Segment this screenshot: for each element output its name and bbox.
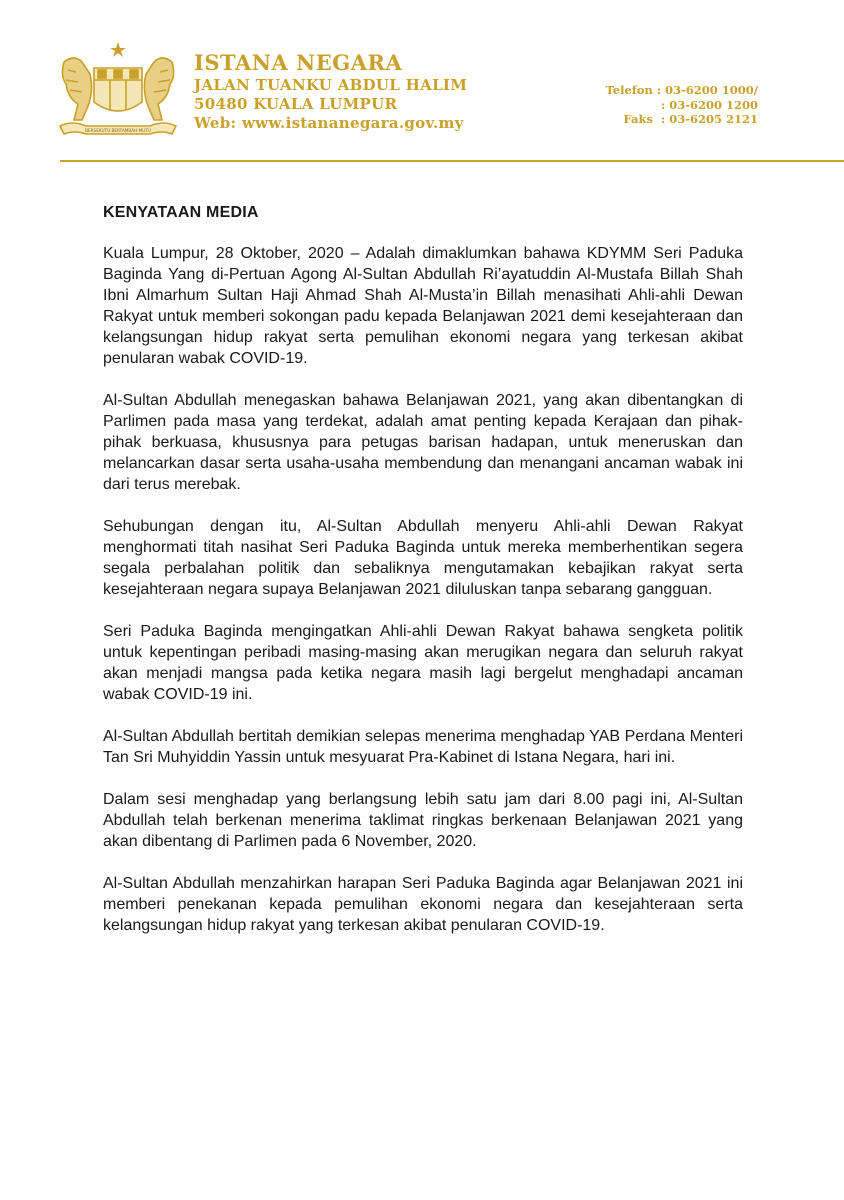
paragraph: Dalam sesi menghadap yang berlangsung lebih satu jam dari 8.00 pagi ini, Al-Sultan Abdullah telah berkenan menerima taklimat ringkas berkenaan Belanjawan 2021 yang akan dibentang di Parlimen pada 6 November, 2020. bbox=[103, 791, 743, 850]
crest-motto: BERSEKUTU BERTAMBAH MUTU bbox=[85, 128, 151, 133]
paragraph: Al-Sultan Abdullah menegaskan bahawa Belanjawan 2021, yang akan dibentangkan di Parlimen pada masa yang terdekat, adalah amat penting kepada Kerajaan dan pihak-pihak berkuasa, khususnya para petugas barisan hadapan, untuk meneruskan dan melancarkan dasar serta usaha-usaha membendung dan menangani ancaman wabak ini dari terus merebak. bbox=[103, 392, 743, 493]
header-divider bbox=[60, 160, 844, 162]
document-heading: KENYATAAN MEDIA bbox=[103, 204, 259, 221]
telefon-line-1: Telefon : 03-6200 1000/ bbox=[605, 83, 758, 97]
contact-block bbox=[606, 83, 758, 127]
paragraph: Kuala Lumpur, 28 Oktober, 2020 – Adalah dimaklumkan bahawa KDYMM Seri Paduka Baginda Yang di-Pertuan Agong Al-Sultan Abdullah Ri’ayatuddin Al-Mustafa Billah Shah Ibni Almarhum Sultan Haji Ahmad Shah Al-Musta’in Billah menasihati Ahli-ahli Dewan Rakyat untuk memberi sokongan padu kepada Belanjawan 2021 demi kesejahteraan dan kelangsungan hidup rakyat serta pemulihan ekonomi negara yang terkesan akibat penularan wabak COVID-19. bbox=[103, 245, 743, 367]
telefon-line-2: : 03-6200 1200 bbox=[660, 97, 758, 112]
coat-of-arms-icon bbox=[52, 40, 184, 140]
letterhead bbox=[0, 0, 844, 160]
paragraph: Seri Paduka Baginda mengingatkan Ahli-ahli Dewan Rakyat bahawa sengketa politik untuk kepentingan peribadi masing-masing akan merugikan negara dan seluruh rakyat akan menjadi mangsa pada ketika negara masih lagi bergelut menghadapi ancaman wabak COVID-19 ini. bbox=[103, 623, 743, 703]
document-body bbox=[103, 202, 743, 957]
paragraph: Al-Sultan Abdullah menzahirkan harapan Seri Paduka Baginda agar Belanjawan 2021 ini memberi penekanan kepada pemulihan ekonomi negara dan kesejahteraan serta kelangsungan hidup rakyat yang terkesan akibat penularan COVID-19. bbox=[103, 875, 743, 934]
organization-block bbox=[194, 50, 467, 133]
org-name: ISTANA NEGARA bbox=[194, 50, 403, 75]
website: Web: www.istananegara.gov.my bbox=[194, 114, 464, 132]
faks-line: Faks : 03-6205 2121 bbox=[623, 112, 758, 126]
address-line-1: JALAN TUANKU ABDUL HALIM bbox=[194, 76, 468, 94]
address-line-2: 50480 KUALA LUMPUR bbox=[194, 95, 398, 113]
paragraph: Al-Sultan Abdullah bertitah demikian selepas menerima menghadap YAB Perdana Menteri Tan Sri Muhyiddin Yassin untuk mesyuarat Pra-Kabinet di Istana Negara, hari ini. bbox=[103, 728, 743, 766]
paragraph: Sehubungan dengan itu, Al-Sultan Abdullah menyeru Ahli-ahli Dewan Rakyat menghormati titah nasihat Seri Paduka Baginda untuk mereka memberhentikan segera segala perbalahan politik dan sebaliknya mengutamakan kebajikan rakyat serta kesejahteraan negara supaya Belanjawan 2021 diluluskan tanpa sebarang gangguan. bbox=[103, 518, 743, 598]
